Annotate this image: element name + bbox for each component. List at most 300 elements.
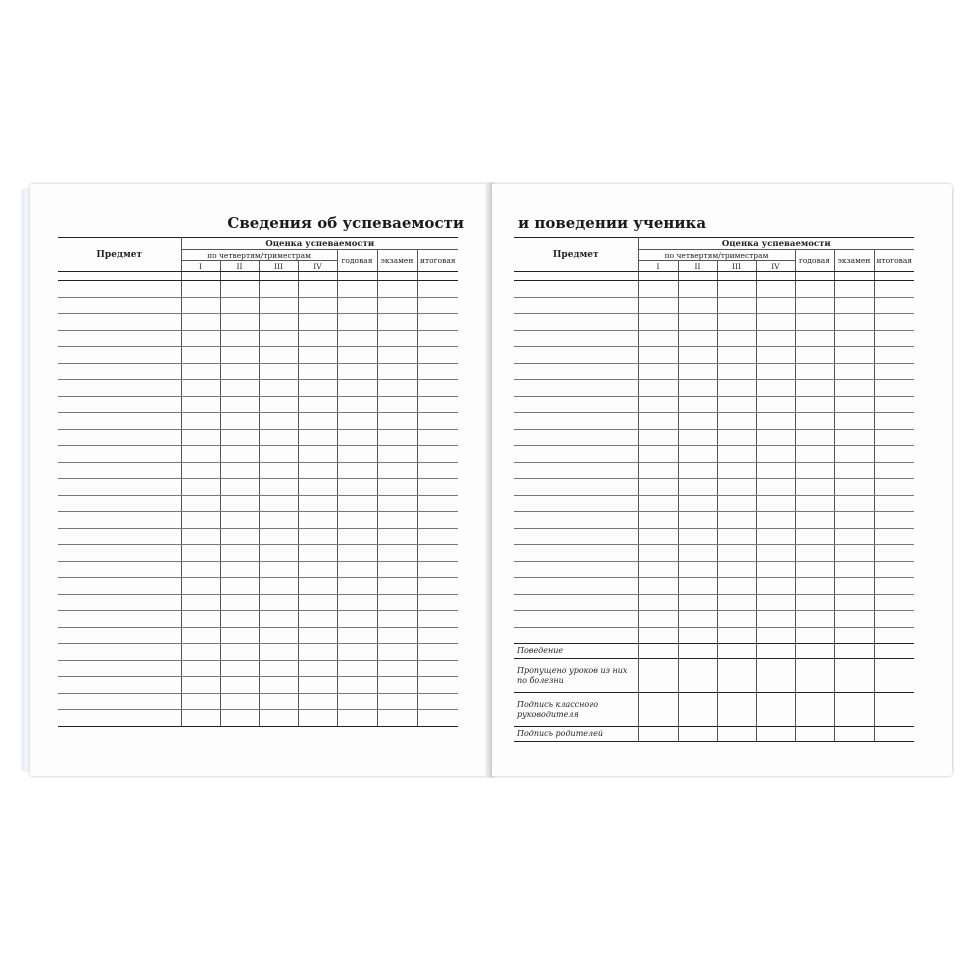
grade-cell[interactable] [756,659,795,693]
grade-cell[interactable] [259,528,298,545]
subject-cell[interactable] [514,281,638,298]
grade-cell[interactable] [638,429,678,446]
grade-cell[interactable] [220,479,259,496]
grade-cell[interactable] [259,396,298,413]
grade-cell[interactable] [181,479,220,496]
subject-cell[interactable] [58,330,181,347]
grade-cell[interactable] [874,611,914,628]
subject-cell[interactable] [58,627,181,644]
grade-cell[interactable] [337,314,377,331]
grade-cell[interactable] [638,479,678,496]
grade-cell[interactable] [638,611,678,628]
grade-cell[interactable] [337,528,377,545]
grade-cell[interactable] [756,446,795,463]
subject-cell[interactable] [58,281,181,298]
grade-cell[interactable] [337,297,377,314]
grade-cell[interactable] [417,495,458,512]
grade-cell[interactable] [834,330,874,347]
grade-cell[interactable] [678,281,717,298]
grade-cell[interactable] [220,677,259,694]
subject-cell[interactable] [58,413,181,430]
subject-cell[interactable] [514,561,638,578]
subject-cell[interactable] [58,545,181,562]
grade-cell[interactable] [220,693,259,710]
grade-cell[interactable] [756,330,795,347]
grade-cell[interactable] [795,693,834,727]
grade-cell[interactable] [298,429,337,446]
grade-cell[interactable] [874,347,914,364]
grade-cell[interactable] [874,380,914,397]
grade-cell[interactable] [795,528,834,545]
grade-cell[interactable] [795,512,834,529]
grade-cell[interactable] [795,347,834,364]
grade-cell[interactable] [298,644,337,661]
grade-cell[interactable] [220,330,259,347]
grade-cell[interactable] [678,330,717,347]
grade-cell[interactable] [259,413,298,430]
grade-cell[interactable] [298,578,337,595]
grade-cell[interactable] [834,693,874,727]
subject-cell[interactable] [514,446,638,463]
grade-cell[interactable] [756,363,795,380]
grade-cell[interactable] [874,330,914,347]
grade-cell[interactable] [834,462,874,479]
subject-cell[interactable] [58,380,181,397]
grade-cell[interactable] [181,396,220,413]
grade-cell[interactable] [298,347,337,364]
grade-cell[interactable] [874,693,914,727]
grade-cell[interactable] [337,545,377,562]
subject-cell[interactable] [58,710,181,727]
grade-cell[interactable] [638,512,678,529]
grade-cell[interactable] [638,578,678,595]
grade-cell[interactable] [795,611,834,628]
subject-cell[interactable] [58,495,181,512]
grade-cell[interactable] [756,297,795,314]
grade-cell[interactable] [795,462,834,479]
grade-cell[interactable] [795,413,834,430]
grade-cell[interactable] [874,512,914,529]
grade-cell[interactable] [834,347,874,364]
subject-cell[interactable] [514,297,638,314]
grade-cell[interactable] [377,512,417,529]
grade-cell[interactable] [181,330,220,347]
grade-cell[interactable] [756,545,795,562]
grade-cell[interactable] [678,495,717,512]
grade-cell[interactable] [259,380,298,397]
grade-cell[interactable] [874,495,914,512]
grade-cell[interactable] [220,429,259,446]
grade-cell[interactable] [638,528,678,545]
subject-cell[interactable] [58,396,181,413]
grade-cell[interactable] [638,693,678,727]
grade-cell[interactable] [717,281,756,298]
grade-cell[interactable] [638,314,678,331]
subject-cell[interactable] [514,495,638,512]
grade-cell[interactable] [220,660,259,677]
grade-cell[interactable] [874,363,914,380]
subject-cell[interactable] [514,611,638,628]
grade-cell[interactable] [638,545,678,562]
grade-cell[interactable] [298,545,337,562]
subject-cell[interactable] [514,380,638,397]
grade-cell[interactable] [756,528,795,545]
grade-cell[interactable] [678,644,717,659]
grade-cell[interactable] [834,495,874,512]
grade-cell[interactable] [678,627,717,644]
grade-cell[interactable] [717,528,756,545]
grade-cell[interactable] [181,627,220,644]
grade-cell[interactable] [377,545,417,562]
grade-cell[interactable] [220,281,259,298]
grade-cell[interactable] [874,528,914,545]
grade-cell[interactable] [417,446,458,463]
grade-cell[interactable] [259,314,298,331]
subject-cell[interactable] [514,413,638,430]
subject-cell[interactable] [58,660,181,677]
grade-cell[interactable] [638,659,678,693]
grade-cell[interactable] [834,281,874,298]
grade-cell[interactable] [181,644,220,661]
grade-cell[interactable] [678,693,717,727]
grade-cell[interactable] [638,594,678,611]
grade-cell[interactable] [795,429,834,446]
grade-cell[interactable] [678,347,717,364]
grade-cell[interactable] [337,578,377,595]
grade-cell[interactable] [678,479,717,496]
subject-cell[interactable] [58,297,181,314]
grade-cell[interactable] [220,347,259,364]
grade-cell[interactable] [717,693,756,727]
grade-cell[interactable] [298,446,337,463]
grade-cell[interactable] [181,446,220,463]
grade-cell[interactable] [834,314,874,331]
subject-cell[interactable] [514,479,638,496]
grade-cell[interactable] [874,659,914,693]
grade-cell[interactable] [717,347,756,364]
grade-cell[interactable] [377,446,417,463]
grade-cell[interactable] [678,528,717,545]
subject-cell[interactable] [58,677,181,694]
grade-cell[interactable] [181,660,220,677]
grade-cell[interactable] [834,611,874,628]
grade-cell[interactable] [417,545,458,562]
grade-cell[interactable] [298,297,337,314]
grade-cell[interactable] [795,495,834,512]
grade-cell[interactable] [795,363,834,380]
grade-cell[interactable] [717,512,756,529]
grade-cell[interactable] [834,727,874,742]
grade-cell[interactable] [756,594,795,611]
grade-cell[interactable] [377,594,417,611]
grade-cell[interactable] [638,363,678,380]
grade-cell[interactable] [259,429,298,446]
subject-cell[interactable] [514,314,638,331]
grade-cell[interactable] [834,627,874,644]
grade-cell[interactable] [298,380,337,397]
grade-cell[interactable] [298,396,337,413]
grade-cell[interactable] [874,727,914,742]
grade-cell[interactable] [678,578,717,595]
grade-cell[interactable] [874,413,914,430]
grade-cell[interactable] [756,693,795,727]
grade-cell[interactable] [717,659,756,693]
grade-cell[interactable] [756,429,795,446]
grade-cell[interactable] [678,594,717,611]
grade-cell[interactable] [181,561,220,578]
grade-cell[interactable] [795,594,834,611]
grade-cell[interactable] [638,727,678,742]
subject-cell[interactable] [58,479,181,496]
grade-cell[interactable] [678,446,717,463]
subject-cell[interactable] [58,611,181,628]
grade-cell[interactable] [795,297,834,314]
grade-cell[interactable] [717,396,756,413]
grade-cell[interactable] [181,693,220,710]
grade-cell[interactable] [874,314,914,331]
grade-cell[interactable] [834,446,874,463]
grade-cell[interactable] [638,281,678,298]
subject-cell[interactable] [514,330,638,347]
grade-cell[interactable] [638,446,678,463]
grade-cell[interactable] [377,396,417,413]
grade-cell[interactable] [717,727,756,742]
grade-cell[interactable] [834,528,874,545]
grade-cell[interactable] [337,413,377,430]
subject-cell[interactable] [58,512,181,529]
subject-cell[interactable] [58,528,181,545]
grade-cell[interactable] [259,495,298,512]
subject-cell[interactable] [58,429,181,446]
grade-cell[interactable] [377,330,417,347]
grade-cell[interactable] [834,396,874,413]
grade-cell[interactable] [417,479,458,496]
grade-cell[interactable] [259,281,298,298]
grade-cell[interactable] [756,627,795,644]
grade-cell[interactable] [874,446,914,463]
grade-cell[interactable] [298,677,337,694]
grade-cell[interactable] [795,314,834,331]
subject-cell[interactable] [514,528,638,545]
grade-cell[interactable] [259,677,298,694]
grade-cell[interactable] [874,297,914,314]
grade-cell[interactable] [337,644,377,661]
grade-cell[interactable] [298,528,337,545]
grade-cell[interactable] [717,479,756,496]
subject-cell[interactable] [58,578,181,595]
grade-cell[interactable] [220,644,259,661]
grade-cell[interactable] [417,644,458,661]
grade-cell[interactable] [417,330,458,347]
subject-cell[interactable] [58,561,181,578]
grade-cell[interactable] [834,380,874,397]
grade-cell[interactable] [834,429,874,446]
grade-cell[interactable] [417,611,458,628]
grade-cell[interactable] [417,380,458,397]
grade-cell[interactable] [417,281,458,298]
grade-cell[interactable] [717,462,756,479]
grade-cell[interactable] [298,611,337,628]
grade-cell[interactable] [337,396,377,413]
grade-cell[interactable] [337,611,377,628]
grade-cell[interactable] [756,314,795,331]
grade-cell[interactable] [678,314,717,331]
grade-cell[interactable] [259,297,298,314]
grade-cell[interactable] [417,396,458,413]
grade-cell[interactable] [259,578,298,595]
grade-cell[interactable] [337,462,377,479]
grade-cell[interactable] [874,644,914,659]
grade-cell[interactable] [298,561,337,578]
grade-cell[interactable] [298,495,337,512]
grade-cell[interactable] [417,528,458,545]
grade-cell[interactable] [717,611,756,628]
subject-cell[interactable] [514,594,638,611]
grade-cell[interactable] [337,495,377,512]
grade-cell[interactable] [298,413,337,430]
grade-cell[interactable] [377,297,417,314]
grade-cell[interactable] [874,462,914,479]
grade-cell[interactable] [181,545,220,562]
grade-cell[interactable] [259,611,298,628]
grade-cell[interactable] [834,363,874,380]
grade-cell[interactable] [678,413,717,430]
grade-cell[interactable] [259,545,298,562]
grade-cell[interactable] [337,693,377,710]
grade-cell[interactable] [259,330,298,347]
grade-cell[interactable] [417,660,458,677]
grade-cell[interactable] [337,677,377,694]
grade-cell[interactable] [181,314,220,331]
grade-cell[interactable] [220,446,259,463]
grade-cell[interactable] [377,380,417,397]
grade-cell[interactable] [874,545,914,562]
grade-cell[interactable] [834,594,874,611]
grade-cell[interactable] [337,660,377,677]
grade-cell[interactable] [220,413,259,430]
grade-cell[interactable] [181,462,220,479]
grade-cell[interactable] [874,561,914,578]
grade-cell[interactable] [756,396,795,413]
grade-cell[interactable] [717,627,756,644]
grade-cell[interactable] [181,380,220,397]
grade-cell[interactable] [717,545,756,562]
grade-cell[interactable] [377,693,417,710]
grade-cell[interactable] [678,561,717,578]
grade-cell[interactable] [638,644,678,659]
grade-cell[interactable] [337,561,377,578]
grade-cell[interactable] [220,380,259,397]
grade-cell[interactable] [678,659,717,693]
grade-cell[interactable] [795,659,834,693]
grade-cell[interactable] [638,297,678,314]
grade-cell[interactable] [298,314,337,331]
grade-cell[interactable] [756,479,795,496]
grade-cell[interactable] [377,281,417,298]
grade-cell[interactable] [220,561,259,578]
grade-cell[interactable] [337,594,377,611]
grade-cell[interactable] [795,380,834,397]
grade-cell[interactable] [417,363,458,380]
grade-cell[interactable] [220,363,259,380]
grade-cell[interactable] [181,297,220,314]
grade-cell[interactable] [259,594,298,611]
grade-cell[interactable] [417,677,458,694]
grade-cell[interactable] [337,363,377,380]
grade-cell[interactable] [417,512,458,529]
grade-cell[interactable] [259,561,298,578]
grade-cell[interactable] [259,363,298,380]
grade-cell[interactable] [638,330,678,347]
grade-cell[interactable] [795,561,834,578]
grade-cell[interactable] [678,297,717,314]
grade-cell[interactable] [377,363,417,380]
grade-cell[interactable] [181,429,220,446]
grade-cell[interactable] [377,462,417,479]
grade-cell[interactable] [181,512,220,529]
grade-cell[interactable] [259,446,298,463]
grade-cell[interactable] [259,462,298,479]
grade-cell[interactable] [417,693,458,710]
grade-cell[interactable] [181,281,220,298]
grade-cell[interactable] [181,677,220,694]
grade-cell[interactable] [678,727,717,742]
subject-cell[interactable] [514,545,638,562]
grade-cell[interactable] [417,594,458,611]
grade-cell[interactable] [220,627,259,644]
grade-cell[interactable] [678,611,717,628]
subject-cell[interactable] [514,363,638,380]
grade-cell[interactable] [377,495,417,512]
grade-cell[interactable] [298,693,337,710]
grade-cell[interactable] [377,561,417,578]
grade-cell[interactable] [298,330,337,347]
grade-cell[interactable] [417,462,458,479]
grade-cell[interactable] [298,479,337,496]
grade-cell[interactable] [377,611,417,628]
subject-cell[interactable] [58,347,181,364]
grade-cell[interactable] [638,347,678,364]
grade-cell[interactable] [638,413,678,430]
grade-cell[interactable] [181,495,220,512]
grade-cell[interactable] [220,545,259,562]
grade-cell[interactable] [638,495,678,512]
grade-cell[interactable] [717,594,756,611]
grade-cell[interactable] [377,677,417,694]
grade-cell[interactable] [298,710,337,727]
grade-cell[interactable] [678,380,717,397]
grade-cell[interactable] [756,727,795,742]
grade-cell[interactable] [795,545,834,562]
grade-cell[interactable] [717,297,756,314]
grade-cell[interactable] [259,479,298,496]
grade-cell[interactable] [795,281,834,298]
grade-cell[interactable] [795,479,834,496]
grade-cell[interactable] [756,611,795,628]
grade-cell[interactable] [377,644,417,661]
grade-cell[interactable] [259,710,298,727]
grade-cell[interactable] [756,347,795,364]
grade-cell[interactable] [417,710,458,727]
grade-cell[interactable] [259,512,298,529]
subject-cell[interactable] [514,396,638,413]
grade-cell[interactable] [298,512,337,529]
grade-cell[interactable] [638,627,678,644]
grade-cell[interactable] [298,281,337,298]
grade-cell[interactable] [678,512,717,529]
subject-cell[interactable] [58,693,181,710]
grade-cell[interactable] [795,446,834,463]
